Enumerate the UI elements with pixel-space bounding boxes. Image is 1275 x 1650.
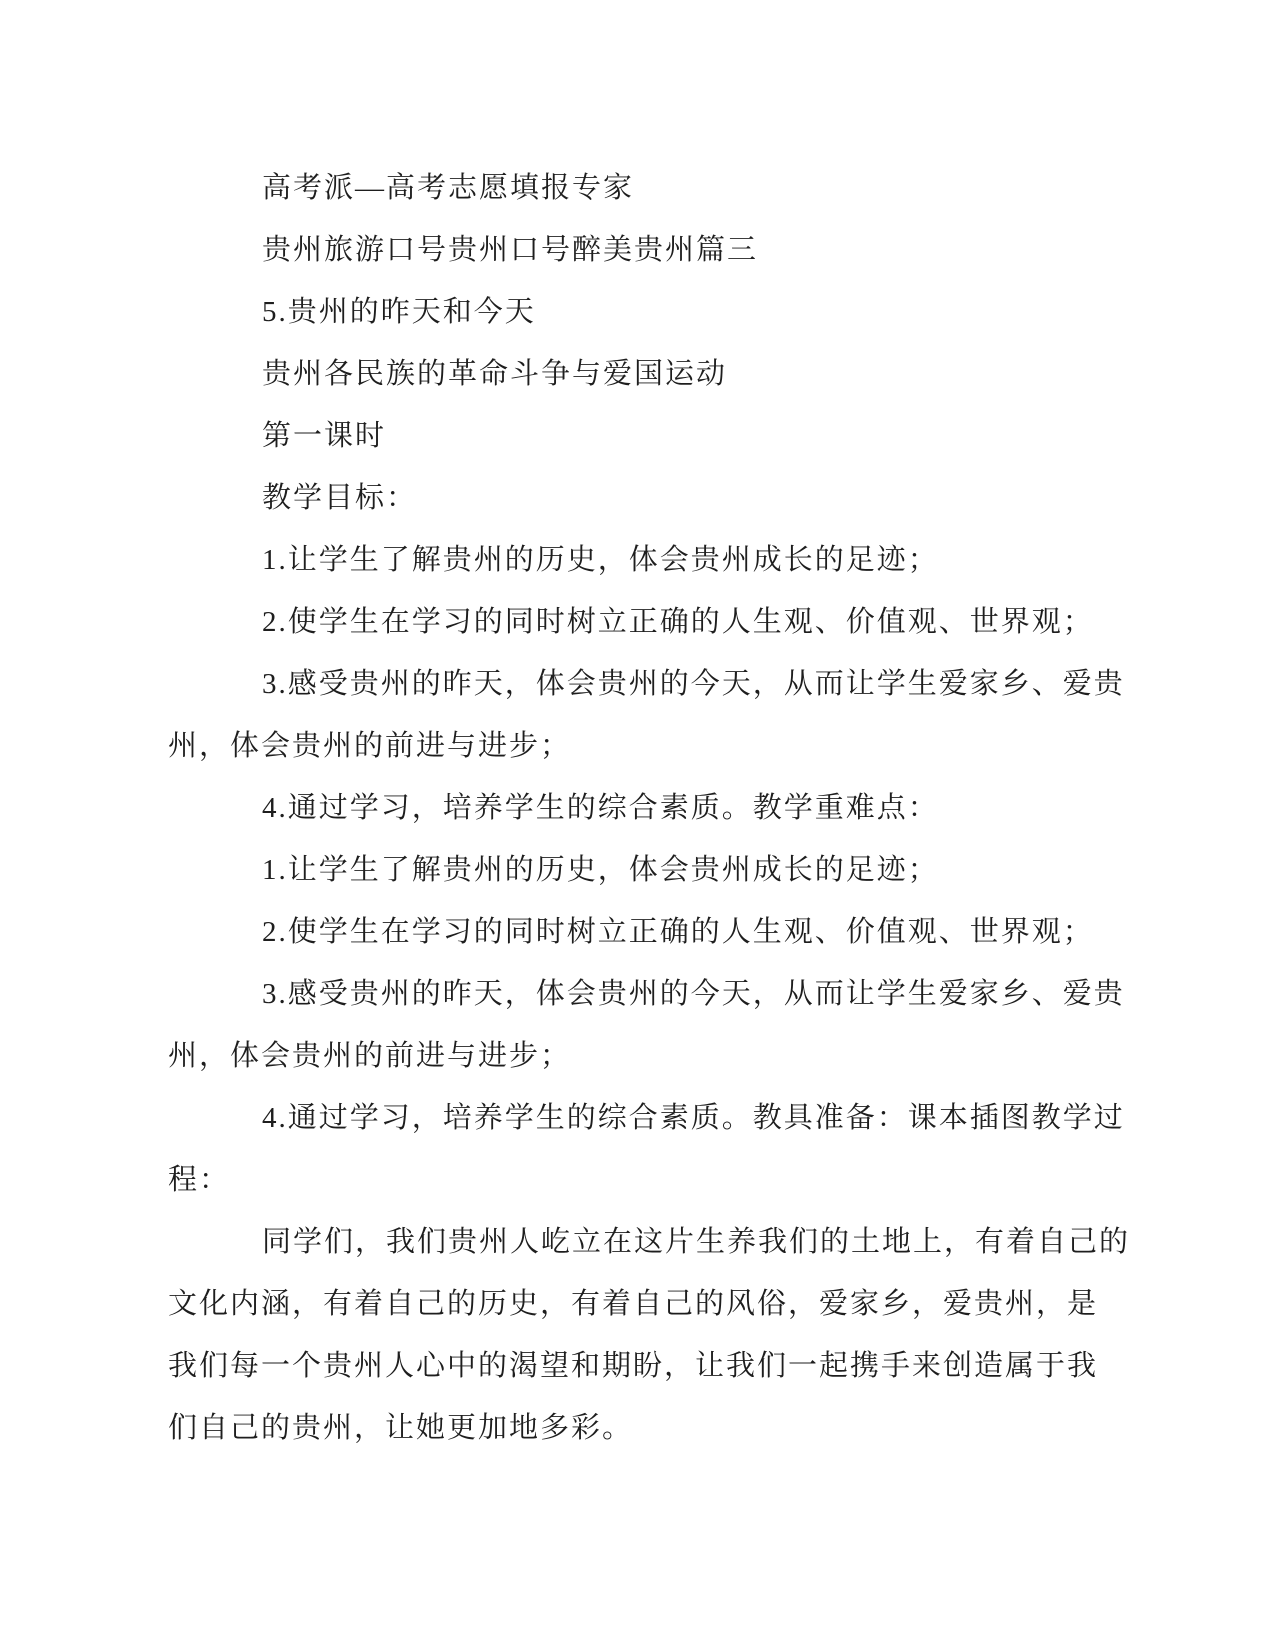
text-line: 教学目标：: [262, 482, 418, 514]
paragraph: [168, 901, 1148, 963]
paragraph: [168, 467, 1148, 529]
text-line: 我们每一个贵州人心中的渴望和期盼，让我们一起携手来创造属于我: [168, 1350, 1099, 1382]
paragraph: [168, 405, 1148, 467]
text-line: 2.使学生在学习的同时树立正确的人生观、价值观、世界观；: [262, 916, 1094, 948]
text-line: 同学们，我们贵州人屹立在这片生养我们的土地上，有着自己的: [262, 1226, 1131, 1258]
text-line: 高考派—高考志愿填报专家: [262, 172, 635, 204]
text-line: 贵州旅游口号贵州口号醉美贵州篇三: [262, 234, 759, 266]
text-line: 程：: [168, 1164, 231, 1196]
paragraph: [168, 777, 1148, 839]
paragraph: [168, 839, 1148, 901]
text-line: 州，体会贵州的前进与进步；: [168, 730, 572, 762]
text-line: 4.通过学习，培养学生的综合素质。教学重难点：: [262, 792, 939, 824]
text-line: 们自己的贵州，让她更加地多彩。: [168, 1412, 634, 1444]
paragraph: [168, 343, 1148, 405]
text-line: 2.使学生在学习的同时树立正确的人生观、价值观、世界观；: [262, 606, 1094, 638]
text-line: 3.感受贵州的昨天，体会贵州的今天，从而让学生爱家乡、爱贵: [262, 978, 1125, 1010]
document-body: [168, 157, 1148, 1459]
text-line: 4.通过学习，培养学生的综合素质。教具准备：课本插图教学过: [262, 1102, 1125, 1134]
text-line: 1.让学生了解贵州的历史，体会贵州成长的足迹；: [262, 544, 939, 576]
paragraph: [168, 281, 1148, 343]
paragraph: [168, 157, 1148, 219]
paragraph: [168, 529, 1148, 591]
paragraph: [168, 591, 1148, 653]
text-line: 1.让学生了解贵州的历史，体会贵州成长的足迹；: [262, 854, 939, 886]
text-line: 3.感受贵州的昨天，体会贵州的今天，从而让学生爱家乡、爱贵: [262, 668, 1125, 700]
text-line: 第一课时: [262, 420, 387, 452]
paragraph: [168, 653, 1148, 777]
text-line: 5.贵州的昨天和今天: [262, 296, 536, 328]
paragraph: [168, 963, 1148, 1087]
paragraph: [168, 1087, 1148, 1211]
paragraph: [168, 1211, 1148, 1459]
text-line: 文化内涵，有着自己的历史，有着自己的风俗，爱家乡，爱贵州，是: [168, 1288, 1099, 1320]
paragraph: [168, 219, 1148, 281]
text-line: 贵州各民族的革命斗争与爱国运动: [262, 358, 728, 390]
text-line: 州，体会贵州的前进与进步；: [168, 1040, 572, 1072]
